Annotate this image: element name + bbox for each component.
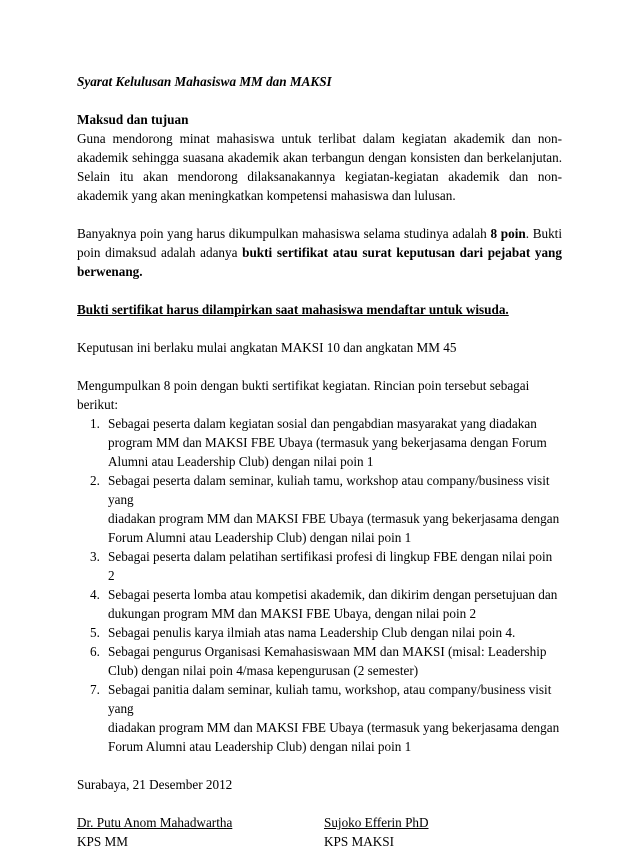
list-item [77,414,562,471]
document-title: Syarat Kelulusan Mahasiswa MM dan MAKSI [77,74,332,89]
list-item [77,680,562,756]
list-item-line: Sebagai peserta dalam kegiatan sosial dan pengabdian masyarakat yang diadakan [108,416,537,431]
left-signatory-name: Dr. Putu Anom Mahadwartha [77,815,233,830]
attach-note: Bukti sertifikat harus dilampirkan saat mahasiswa mendaftar untuk wisuda. [77,302,509,317]
list-item-line: Sebagai peserta dalam pelatihan sertifikasi profesi di lingkup FBE dengan nilai poin 2 [108,549,553,583]
list-item-number: 2. [90,473,100,488]
list-item-line: Sebagai peserta lomba atau kompetisi akademik, dan dikirim dengan persetujuan dan [108,587,558,602]
list-item-number: 1. [90,416,100,431]
list-item [77,623,562,642]
list-intro: Mengumpulkan 8 poin dengan bukti sertifikat kegiatan. Rincian poin tersebut sebagai berikut: [77,378,530,412]
list-item-line: diadakan program MM dan MAKSI FBE Ubaya (termasuk yang bekerjasama dengan [108,720,560,735]
list-item [77,547,562,585]
right-signatory-name: Sujoko Efferin PhD [324,815,429,830]
list-item-line: Alumni atau Leadership Club) dengan nilai poin 1 [108,454,374,469]
proof-requirement: bukti sertifikat atau surat keputusan dari pejabat yang berwenang. [77,245,562,279]
list-item-line: Sebagai peserta dalam seminar, kuliah tamu, workshop atau company/business visit yang [108,473,550,507]
right-signatory-title: KPS MAKSI [324,834,394,849]
list-item-line: dukungan program MM dan MAKSI FBE Ubaya, dengan nilai poin 2 [108,606,477,621]
points-count: 8 poin [490,226,526,241]
list-item [77,642,562,680]
list-item [77,585,562,623]
list-item-line: diadakan program MM dan MAKSI FBE Ubaya (termasuk yang bekerjasama dengan [108,511,560,526]
list-item-line: Club) dengan nilai poin 4/masa kepengurusan (2 semester) [108,663,419,678]
list-item-line: program MM dan MAKSI FBE Ubaya (termasuk yang bekerjasama dengan Forum [108,435,547,450]
list-item-line: Forum Alumni atau Leadership Club) dengan nilai poin 1 [108,530,412,545]
purpose-heading: Maksud dan tujuan [77,112,189,127]
list-item-line: Sebagai pengurus Organisasi Kemahasiswaan MM dan MAKSI (misal: Leadership [108,644,547,659]
list-item-line: Sebagai penulis karya ilmiah atas nama Leadership Club dengan nilai poin 4. [108,625,516,640]
left-signatory [77,813,232,851]
place-date: Surabaya, 21 Desember 2012 [77,777,233,792]
points-text-1: Banyaknya poin yang harus dikumpulkan mahasiswa selama studinya adalah [77,226,491,241]
list-item-number: 5. [90,625,100,640]
purpose-text: Guna mendorong minat mahasiswa untuk terlibat dalam kegiatan akademik dan non-akademik sehingga suasana akademik akan terbangun dengan konsisten dan berkelanjutan. Selain itu akan mendorong dilaksanakannya kegiatan-kegiatan akademik dan non-akademik yang akan meningkatkan kompetensi mahasiswa dan lulusan. [77,131,562,203]
list-item-number: 7. [90,682,100,697]
list-item-line: Sebagai panitia dalam seminar, kuliah tamu, workshop, atau company/business visit yang [108,682,552,716]
right-signatory [324,813,429,851]
document-body [77,72,562,851]
list-item-number: 4. [90,587,100,602]
points-requirement-paragraph [77,224,562,281]
points-text-2: . Bukti poin dimaksud adalah adanya [77,226,563,260]
points-list [77,414,562,756]
list-item-number: 6. [90,644,100,659]
list-item [77,471,562,547]
signature-block [77,813,562,851]
list-item-line: Forum Alumni atau Leadership Club) dengan nilai poin 1 [108,739,412,754]
list-item-number: 3. [90,549,100,564]
effective-note: Keputusan ini berlaku mulai angkatan MAKSI 10 dan angkatan MM 45 [77,340,457,355]
left-signatory-title: KPS MM [77,834,128,849]
